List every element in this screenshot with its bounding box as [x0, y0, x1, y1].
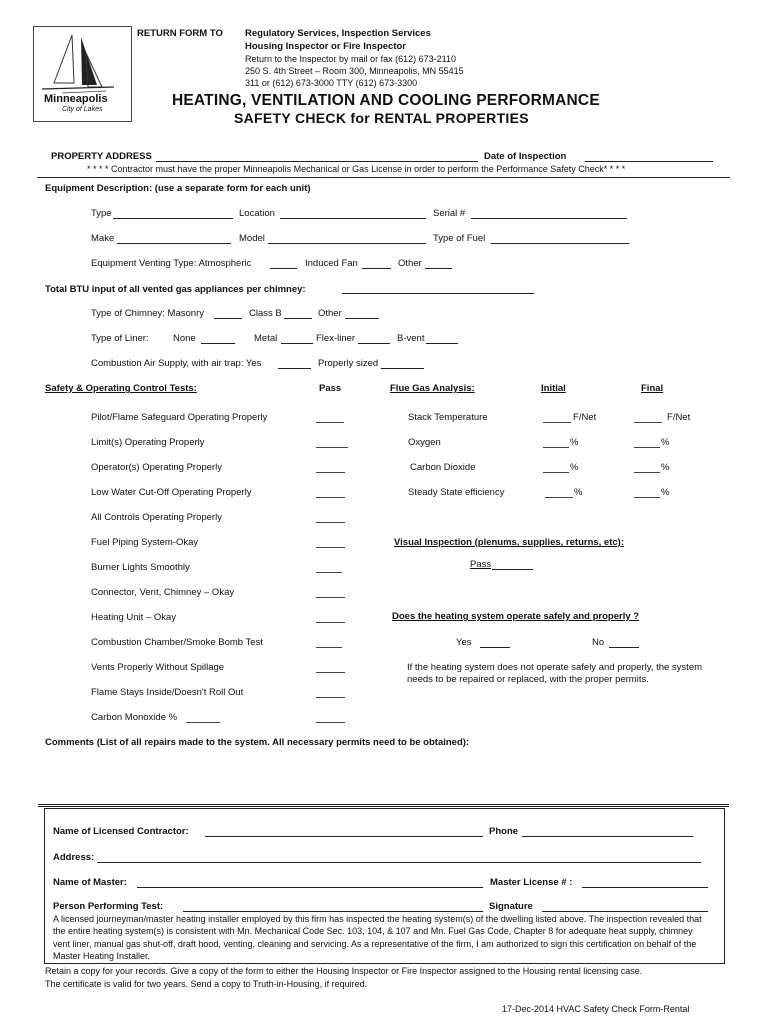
- flue-initial-unit: %: [570, 462, 579, 473]
- flue-final-field[interactable]: [634, 472, 660, 473]
- test-pass-field[interactable]: [316, 622, 345, 623]
- test-label: Low Water Cut-Off Operating Properly: [91, 487, 252, 498]
- safe-operation-question: Does the heating system operate safely and properly ?: [392, 611, 640, 622]
- atmospheric-field[interactable]: [270, 268, 297, 269]
- test-pass-field[interactable]: [316, 447, 348, 448]
- flue-row-label: Steady State efficiency: [408, 487, 505, 498]
- flue-final-field[interactable]: [634, 422, 662, 423]
- flue-row-label: Carbon Dioxide: [410, 462, 476, 473]
- test-label: Fuel Piping System-Okay: [91, 537, 199, 548]
- flue-initial-unit: %: [574, 487, 583, 498]
- type-label: Type: [91, 208, 112, 219]
- flue-final-unit: %: [661, 487, 670, 498]
- liner-type-label: Type of Liner:: [91, 333, 149, 344]
- combustion-air-label: Combustion Air Supply, with air trap: Yes: [91, 358, 262, 369]
- class-b-label: Class B: [249, 308, 282, 319]
- liner-bvent-field[interactable]: [426, 343, 458, 344]
- form-title-line-1: HEATING, VENTILATION AND COOLING PERFORMANCE: [172, 92, 600, 109]
- visual-pass-field[interactable]: [492, 569, 533, 570]
- date-of-inspection-field[interactable]: [585, 161, 713, 162]
- liner-flex-field[interactable]: [358, 343, 390, 344]
- test-pass-field[interactable]: [316, 522, 345, 523]
- safe-no-field[interactable]: [609, 647, 639, 648]
- master-name-field[interactable]: [137, 887, 483, 888]
- chimney-other-label: Other: [318, 308, 342, 319]
- signature-label: Signature: [489, 901, 533, 912]
- safe-note-line-1: If the heating system does not operate safely and properly, the system: [407, 662, 703, 673]
- tests-heading: Safety & Operating Control Tests:: [45, 383, 197, 394]
- test-label: Vents Properly Without Spillage: [91, 662, 225, 673]
- equipment-heading: Equipment Description: (use a separate form for each unit): [45, 183, 311, 194]
- test-pass-field[interactable]: [316, 472, 345, 473]
- combustion-yes-field[interactable]: [278, 368, 311, 369]
- flue-final-unit: %: [661, 462, 670, 473]
- person-performing-label: Person Performing Test:: [53, 901, 164, 912]
- flue-initial-unit: %: [570, 437, 579, 448]
- contractor-box-top-rule: [38, 804, 729, 807]
- property-address-label: PROPERTY ADDRESS: [51, 151, 152, 162]
- address-line-3: 311 or (612) 673-3000 TTY (612) 673-3300: [245, 78, 418, 88]
- test-pass-field[interactable]: [316, 497, 345, 498]
- master-license-field[interactable]: [582, 887, 708, 888]
- test-label: Carbon Monoxide %: [91, 712, 178, 723]
- form-identifier: 17-Dec-2014 HVAC Safety Check Form-Rental: [502, 1004, 690, 1014]
- test-pass-field[interactable]: [316, 422, 344, 423]
- induced-fan-field[interactable]: [362, 268, 391, 269]
- liner-none-field[interactable]: [201, 343, 235, 344]
- city-logo: [33, 26, 132, 122]
- liner-bvent-label: B-vent: [397, 333, 425, 344]
- licensed-contractor-label: Name of Licensed Contractor:: [53, 826, 189, 837]
- flue-row-label: Oxygen: [408, 437, 441, 448]
- dept-line-2: Housing Inspector or Fire Inspector: [245, 41, 406, 52]
- test-label: Limit(s) Operating Properly: [91, 437, 205, 448]
- carbon-monoxide-field[interactable]: [186, 722, 220, 723]
- model-label: Model: [239, 233, 265, 244]
- test-label: Heating Unit – Okay: [91, 612, 177, 623]
- venting-other-label: Other: [398, 258, 422, 269]
- flue-initial-field[interactable]: [543, 422, 571, 423]
- date-of-inspection-label: Date of Inspection: [484, 151, 567, 162]
- master-license-label: Master License # :: [490, 877, 573, 888]
- licensed-contractor-field[interactable]: [205, 836, 483, 837]
- flue-final-field[interactable]: [634, 497, 660, 498]
- liner-metal-label: Metal: [254, 333, 278, 344]
- license-notice: * * * * Contractor must have the proper Minneapolis Mechanical or Gas License in order to perform the Performance Safety Check* * * *: [87, 164, 626, 174]
- final-column-heading: Final: [641, 383, 664, 394]
- liner-none-label: None: [173, 333, 196, 344]
- flue-initial-field[interactable]: [545, 497, 573, 498]
- master-name-label: Name of Master:: [53, 877, 127, 888]
- flue-final-unit: %: [661, 437, 670, 448]
- test-label: Pilot/Flame Safeguard Operating Properly: [91, 412, 268, 423]
- serial-label: Serial #: [433, 208, 466, 219]
- safe-yes-label: Yes: [456, 637, 472, 648]
- flue-gas-heading: Flue Gas Analysis:: [390, 383, 475, 394]
- test-pass-field[interactable]: [316, 672, 345, 673]
- safe-note-line-2: needs to be repaired or replaced, with the proper permits.: [407, 674, 649, 685]
- flue-initial-field[interactable]: [543, 447, 569, 448]
- flue-row-label: Stack Temperature: [408, 412, 488, 423]
- test-pass-field[interactable]: [316, 597, 345, 598]
- location-label: Location: [239, 208, 275, 219]
- liner-flex-label: Flex-liner: [316, 333, 356, 344]
- flue-final-unit: F/Net: [667, 412, 691, 423]
- logo-name: Minneapolis: [44, 93, 108, 105]
- test-label: Combustion Chamber/Smoke Bomb Test: [91, 637, 263, 648]
- test-label: Operator(s) Operating Properly: [91, 462, 222, 473]
- safe-yes-field[interactable]: [480, 647, 510, 648]
- certification-statement: A licensed journeyman/master heating installer employed by this firm has inspected the heating system(s) of the dwelling listed above. The inspection revealed that the entire heating system(s) is consistent with Mn. Mechanical Code Sec. 103, 104, & 107 and Mn. Fuel Gas Code, Chapter 8 for adequate heat supply, chimney vent liner, manual gas shut-off, draft hood, venting, cleaning and servicing. As a representative of the firm, I am authorized to sign this certification on behalf of the Master Heating Installer.: [53, 914, 702, 961]
- test-label: Connector, Vent, Chimney – Okay: [91, 587, 235, 598]
- flue-final-field[interactable]: [634, 447, 660, 448]
- chimney-type-label: Type of Chimney: Masonry: [91, 308, 204, 319]
- visual-inspection-heading: Visual Inspection (plenums, supplies, returns, etc):: [394, 537, 624, 548]
- test-pass-field[interactable]: [316, 547, 345, 548]
- venting-label: Equipment Venting Type: Atmospheric: [91, 258, 252, 269]
- induced-fan-label: Induced Fan: [305, 258, 358, 269]
- phone-label: Phone: [489, 826, 519, 837]
- form-title-line-2: SAFETY CHECK for RENTAL PROPERTIES: [234, 110, 529, 126]
- test-pass-field[interactable]: [316, 572, 342, 573]
- make-label: Make: [91, 233, 115, 244]
- signature-field[interactable]: [542, 911, 708, 912]
- fuel-label: Type of Fuel: [433, 233, 486, 244]
- test-pass-field[interactable]: [316, 697, 345, 698]
- flue-initial-field[interactable]: [543, 472, 569, 473]
- pass-column-heading: Pass: [319, 383, 342, 394]
- retain-note-line-2: The certificate is valid for two years. Send a copy to Truth-in-Housing, if required.: [45, 979, 368, 989]
- liner-metal-field[interactable]: [281, 343, 313, 344]
- chimney-other-field[interactable]: [345, 318, 379, 319]
- test-label: Burner Lights Smoothly: [91, 562, 190, 573]
- test-pass-field[interactable]: [316, 722, 345, 723]
- test-label: All Controls Operating Properly: [91, 512, 222, 523]
- dept-line-1: Regulatory Services, Inspection Services: [245, 28, 431, 39]
- phone-field[interactable]: [522, 836, 693, 837]
- address-line-2: 250 S. 4th Street – Room 300, Minneapolis, MN 55415: [245, 66, 464, 76]
- return-form-to-label: RETURN FORM TO: [137, 28, 223, 39]
- properly-sized-label: Properly sized: [318, 358, 379, 369]
- serial-field[interactable]: [471, 218, 627, 219]
- masonry-field[interactable]: [214, 318, 242, 319]
- section-divider: [37, 177, 730, 178]
- address-line-1: Return to the Inspector by mail or fax (612) 673-2110: [245, 54, 456, 64]
- person-performing-field[interactable]: [183, 911, 483, 912]
- btu-field[interactable]: [342, 293, 534, 294]
- address-field[interactable]: [97, 862, 701, 863]
- property-address-field[interactable]: [156, 161, 478, 162]
- logo-tagline: City of Lakes: [62, 106, 103, 113]
- class-b-field[interactable]: [284, 318, 312, 319]
- comments-label: Comments (List of all repairs made to the system. All necessary permits need to be obtained):: [45, 737, 470, 748]
- btu-label: Total BTU input of all vented gas appliances per chimney:: [45, 284, 306, 295]
- location-field[interactable]: [280, 218, 426, 219]
- visual-pass-label: Pass: [470, 559, 492, 570]
- comments-area[interactable]: [45, 752, 725, 798]
- venting-other-field[interactable]: [425, 268, 452, 269]
- make-field[interactable]: [117, 243, 231, 244]
- type-field[interactable]: [113, 218, 233, 219]
- model-field[interactable]: [268, 243, 426, 244]
- test-pass-field[interactable]: [316, 647, 342, 648]
- properly-sized-field[interactable]: [381, 368, 424, 369]
- address-label: Address:: [53, 852, 95, 863]
- retain-note-line-1: Retain a copy for your records. Give a copy of the form to either the Housing Inspector or Fire Inspector assigned to the Housing rental licensing case.: [45, 966, 643, 976]
- safe-no-label: No: [592, 637, 605, 648]
- fuel-field[interactable]: [491, 243, 629, 244]
- initial-column-heading: Initial: [541, 383, 566, 394]
- flue-initial-unit: F/Net: [573, 412, 597, 423]
- test-label: Flame Stays Inside/Doesn't Roll Out: [91, 687, 244, 698]
